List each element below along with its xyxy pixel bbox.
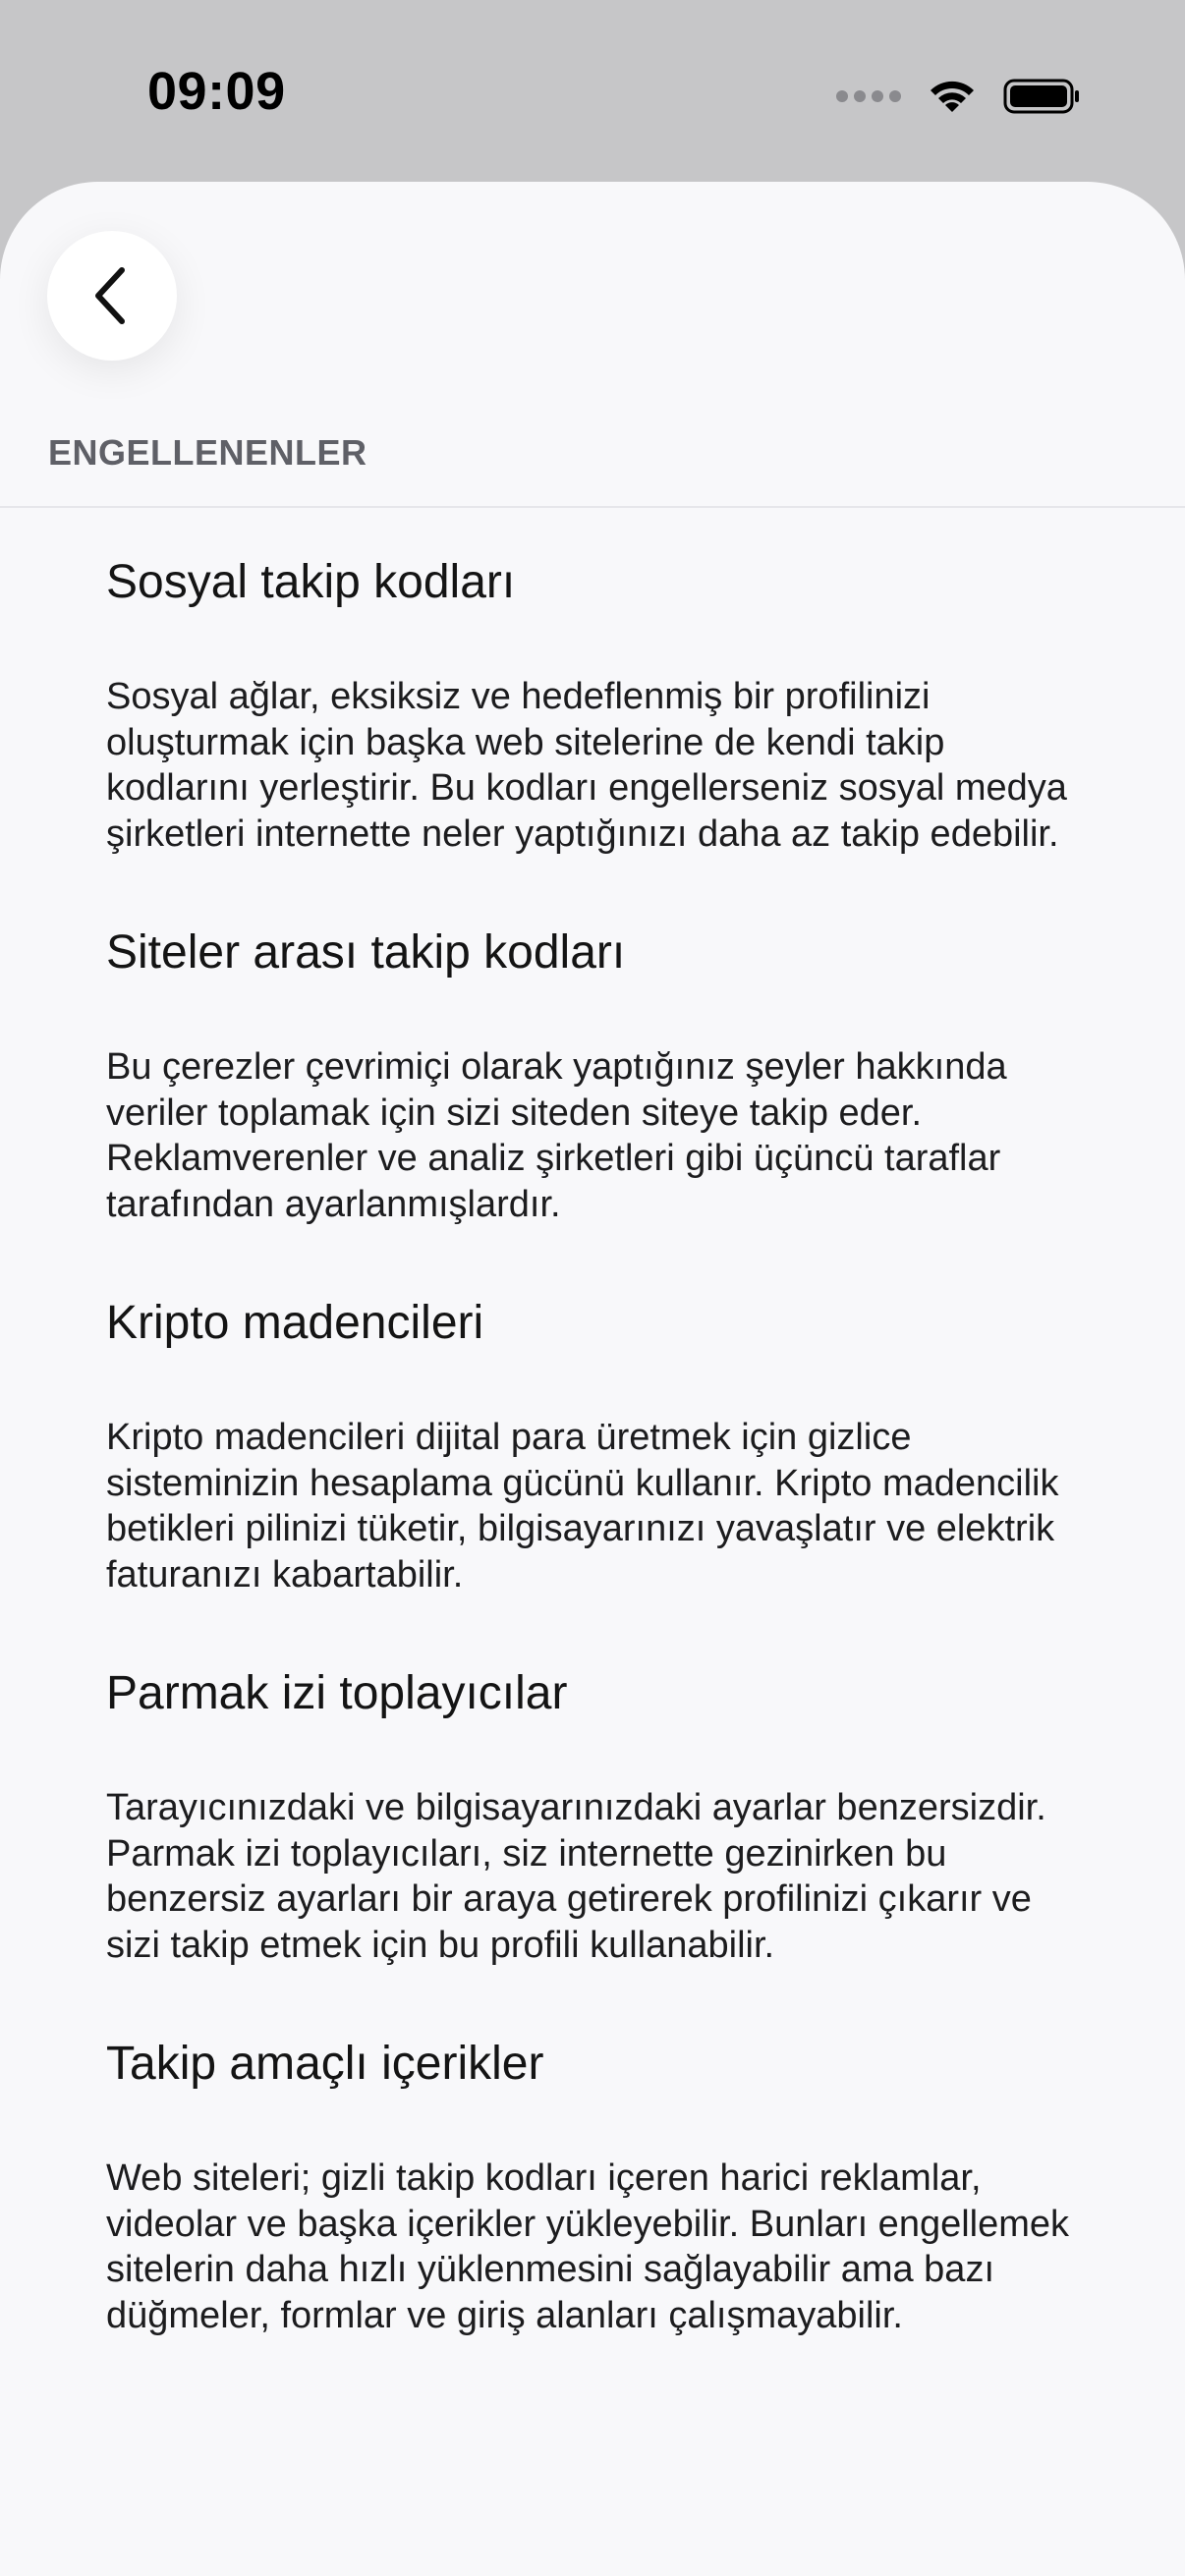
cellular-dots-icon	[836, 90, 901, 102]
item-description: Web siteleri; gizli takip kodları içeren harici reklamlar, videolar ve başka içerikler yükleyebilir. Bunları engellemek sitelerin daha hızlı yüklenmesini sağlayabilir ama bazı düğmeler, formlar ve giriş alanları çalışmayabilir.	[106, 2157, 1070, 2336]
status-time: 09:09	[147, 62, 286, 121]
back-button[interactable]	[47, 231, 177, 361]
blocked-list	[106, 555, 1089, 2338]
item-description: Sosyal ağlar, eksiksiz ve hedeflenmiş bir profilinizi oluşturmak için başka web sitelerine de kendi takip kodlarını yerleştirir. Bu kodları engellerseniz sosyal medya şirketleri internette neler yaptığınızı daha az takip edebilir.	[106, 676, 1067, 855]
divider	[0, 506, 1185, 508]
section-title: ENGELLENENLER	[48, 432, 367, 473]
list-item	[106, 925, 1089, 1227]
main-sheet	[0, 182, 1185, 2576]
status-icons	[836, 73, 1082, 120]
chevron-left-icon	[88, 264, 136, 327]
item-title: Kripto madencileri	[106, 1297, 484, 1349]
item-title: Parmak izi toplayıcılar	[106, 1667, 568, 1719]
list-item	[106, 2037, 1089, 2338]
list-item	[106, 1666, 1089, 1968]
list-item	[106, 1296, 1089, 1597]
list-item	[106, 555, 1089, 857]
item-description: Tarayıcınızdaki ve bilgisayarınızdaki ayarlar benzersizdir. Parmak izi toplayıcıları, siz internette gezinirken bu benzersiz ayarları bir araya getirerek profilinizi çıkarır ve sizi takip etmek için bu profili kullanabilir.	[106, 1787, 1046, 1966]
item-description: Kripto madencileri dijital para üretmek için gizlice sisteminizin hesaplama gücünü kullanır. Kripto madencilik betikleri pilinizi tüketir, bilgisayarınızı yavaşlatır ve elektrik faturanızı kabartabilir.	[106, 1417, 1059, 1596]
wifi-icon	[927, 77, 978, 116]
item-description: Bu çerezler çevrimiçi olarak yaptığınız şeyler hakkında veriler toplamak için sizi siteden siteye takip eder. Reklamverenler ve analiz şirketleri gibi üçüncü taraflar tarafından ayarlanmışlardır.	[106, 1046, 1007, 1225]
item-title: Takip amaçlı içerikler	[106, 2038, 544, 2090]
item-title: Sosyal takip kodları	[106, 556, 516, 608]
status-bar	[0, 0, 1185, 187]
battery-icon	[1003, 77, 1082, 116]
item-title: Siteler arası takip kodları	[106, 926, 626, 979]
